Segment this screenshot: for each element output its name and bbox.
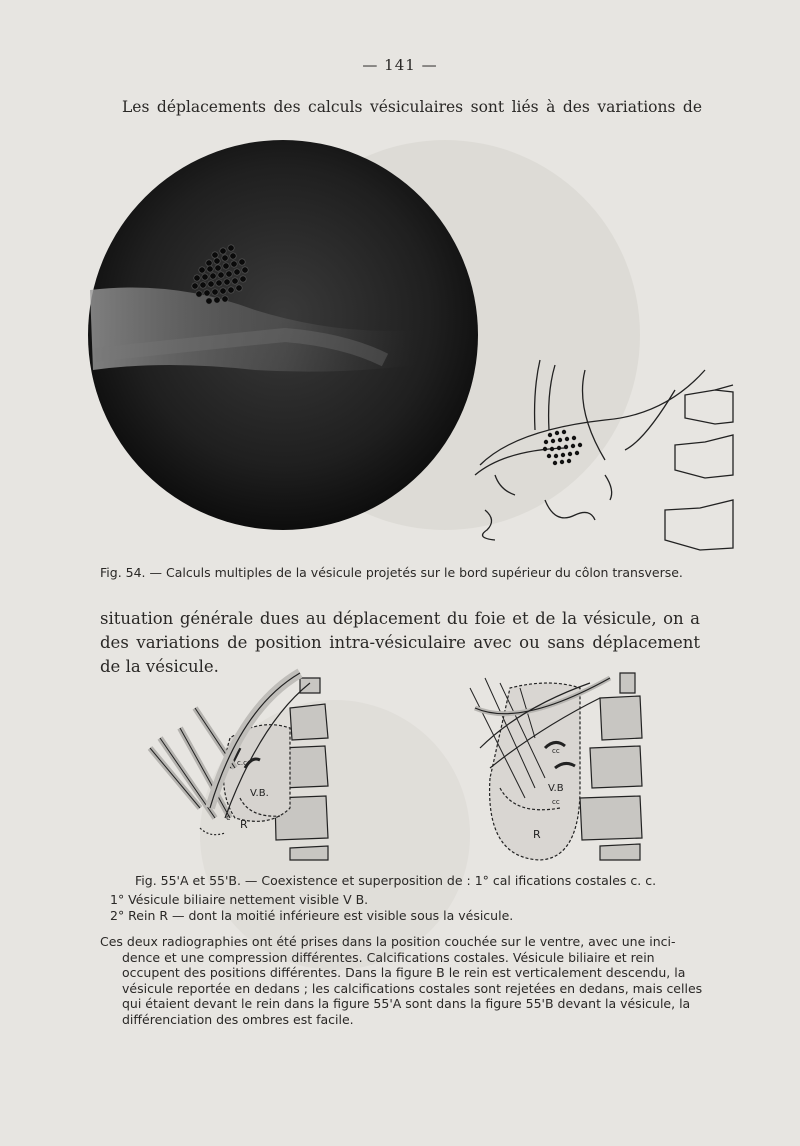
explanation-paragraph [100, 934, 708, 1027]
figure-55-caption: Fig. 55'A et 55'B. — Coexistence et superposition de : 1° cal ifications costales c. c. [135, 873, 657, 888]
label-a-r: R [240, 818, 248, 831]
label-a-c: c [226, 813, 231, 822]
paragraph-line: vésicule reportée en dedans ; les calcifications costales sont rejetées en dedans, mais celles [122, 980, 703, 996]
figure-54 [85, 130, 745, 560]
figure-55a [150, 673, 328, 860]
legend-item-1: 1° Vésicule biliaire nettement visible V B. [110, 892, 369, 907]
paragraph-line: dence et une compression différentes. Calcifications costales. Vésicule biliaire et rein [122, 949, 655, 965]
page-number: — 141 — [362, 56, 438, 74]
figure-55b [470, 673, 642, 860]
paragraph-line: occupent des positions différentes. Dans la figure B le rein est verticalement descendu, la [122, 965, 686, 980]
legend-item-2: 2° Rein R — dont la moitié inférieure est visible sous la vésicule. [110, 908, 514, 923]
label-a-vb: V.B. [250, 788, 269, 799]
vertebrae-b [580, 673, 642, 860]
schematic-drawing [475, 360, 733, 550]
vertebrae [665, 385, 733, 550]
label-b-cc2: cc [552, 798, 560, 806]
paragraph-line: Ces deux radiographies ont été prises dans la position couchée sur le ventre, avec une inci- [100, 934, 676, 949]
label-b-vb: V.B [548, 783, 564, 794]
paragraph-line: différenciation des ombres est facile. [122, 1011, 354, 1027]
radiograph-photo [88, 140, 478, 530]
paragraph-line: qui étaient devant le rein dans la figure 55'A sont dans la figure 55'B devant la vésicule, la [122, 996, 691, 1011]
label-a-cc: c.c. [237, 759, 250, 767]
figure-55 [140, 668, 660, 868]
figure-54-caption: Fig. 54. — Calculs multiples de la vésicule projetés sur le bord supérieur du côlon transverse. [100, 565, 683, 580]
label-b-cc: cc [552, 747, 560, 755]
opening-line: Les déplacements des calculs vésiculaires sont liés à des variations de [122, 98, 702, 116]
label-b-r: R [533, 828, 541, 841]
continuation-paragraph: situation générale dues au déplacement du foie et de la vésicule, on a des variations de position intra-vésiculaire avec ou sans déplacement de la vésicule. [100, 609, 700, 676]
